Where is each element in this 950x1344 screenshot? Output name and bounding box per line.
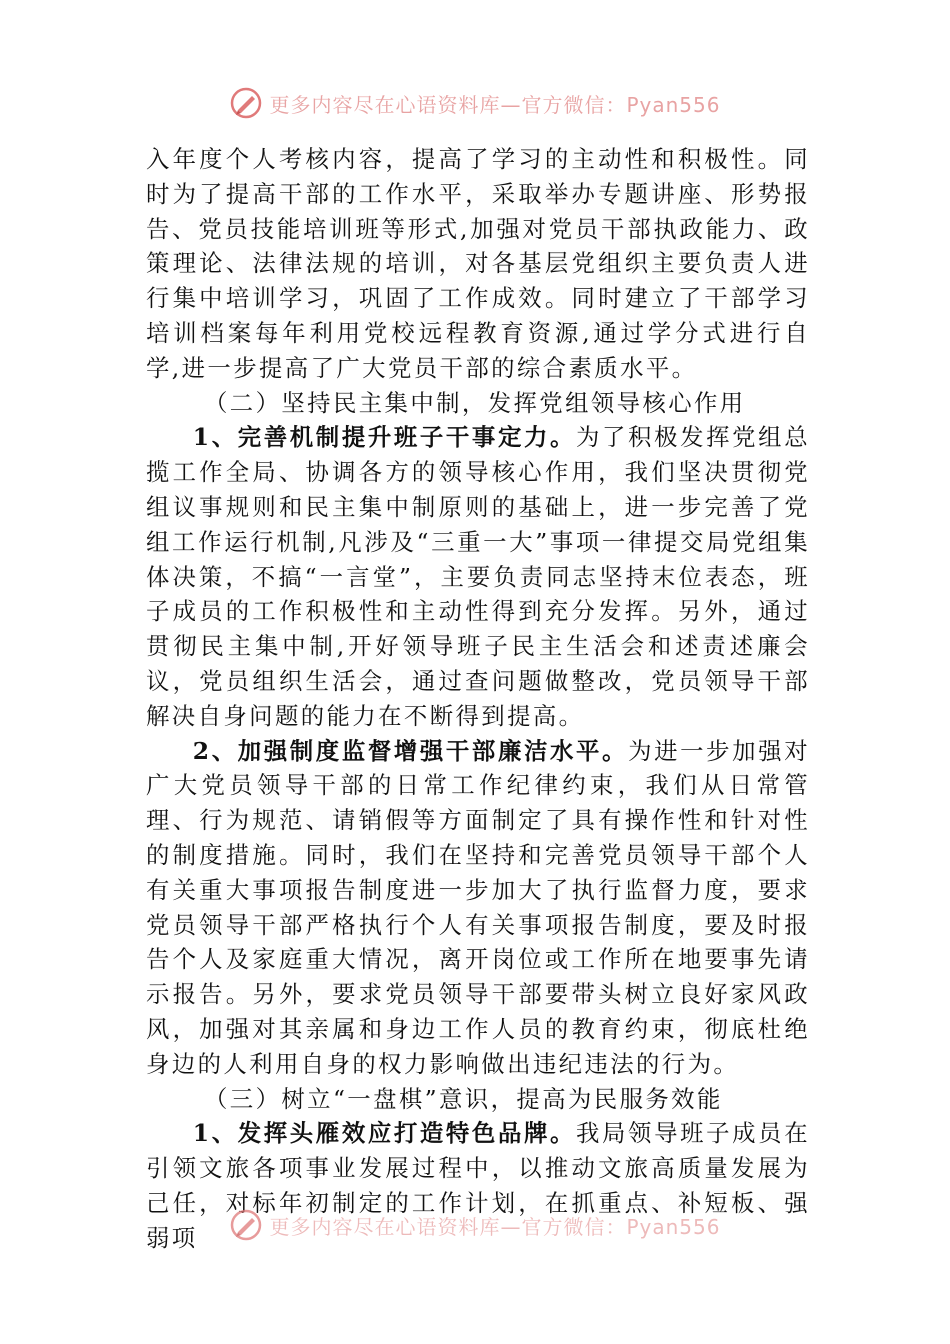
paragraph-lead: 2、加强制度监督增强干部廉洁水平。 <box>192 736 629 765</box>
section-heading-3: （三）树立“一盘棋”意识，提高为民服务效能 <box>204 1084 723 1113</box>
paragraph-2-supervision <box>146 734 810 1082</box>
paragraph-1-mechanism <box>146 420 810 733</box>
section-heading-2: （二）坚持民主集中制，发挥党组领导核心作用 <box>204 388 746 417</box>
paragraph-continuation <box>146 142 810 386</box>
watermark-footer <box>0 1208 950 1242</box>
watermark-text: 更多内容尽在心语资料库—官方微信：Pyan556 <box>269 92 721 117</box>
paragraph-text: 为了积极发挥党组总揽工作全局、协调各方的领导核心作用，我们坚决贯彻党组议事规则和民主集中制原则的基础上，进一步完善了党组工作运行机制,凡涉及“三重一大”事项一律提交局党组集体决策，不搞“一言堂”，主要负责同志坚持末位表态，班子成员的工作积极性和主动性得到充分发挥。另外，通过贯彻民主集中制,开好领导班子民主生活会和述责述廉会议，党员组织生活会，通过查问题做整改，党员领导干部解决自身问题的能力在不断得到提高。 <box>146 423 810 730</box>
paragraph-lead: 1、完善机制提升班子干事定力。 <box>192 423 577 452</box>
watermark-header <box>0 86 950 120</box>
pen-seal-icon <box>229 1208 263 1242</box>
paragraph-lead: 1、发挥头雁效应打造特色品牌。 <box>192 1119 577 1148</box>
paragraph-text: 入年度个人考核内容，提高了学习的主动性和积极性。同时为了提高干部的工作水平，采取举办专题讲座、形势报告、党员技能培训班等形式,加强对党员干部执政能力、政策理论、法律法规的培训，对各基层党组织主要负责人进行集中培训学习，巩固了工作成效。同时建立了干部学习培训档案每年利用党校远程教育资源,通过学分式进行自学,进一步提高了广大党员干部的综合素质水平。 <box>146 145 810 382</box>
paragraph-text: 我局领导班子成员在引领文旅各项事业发展过程中，以推动文旅高质量发展为己任，对标年初制定的工作计划，在抓重点、补短板、强弱项 <box>146 1119 810 1252</box>
watermark-text: 更多内容尽在心语资料库—官方微信：Pyan556 <box>269 1214 721 1239</box>
paragraph-text: 为进一步加强对广大党员领导干部的日常工作纪律约束，我们从日常管理、行为规范、请销假等方面制定了具有操作性和针对性的制度措施。同时，我们在坚持和完善党员领导干部个人有关重大事项报告制度进一步加大了执行监督力度，要求党员领导干部严格执行个人有关事项报告制度，要及时报告个人及家庭重大情况，离开岗位或工作所在地要事先请示报告。另外，要求党员领导干部要带头树立良好家风政风，加强对其亲属和身边工作人员的教育约束，彻底杜绝身边的人利用自身的权力影响做出违纪违法的行为。 <box>146 736 810 1078</box>
pen-seal-icon <box>229 86 263 120</box>
document-body <box>146 142 810 1256</box>
